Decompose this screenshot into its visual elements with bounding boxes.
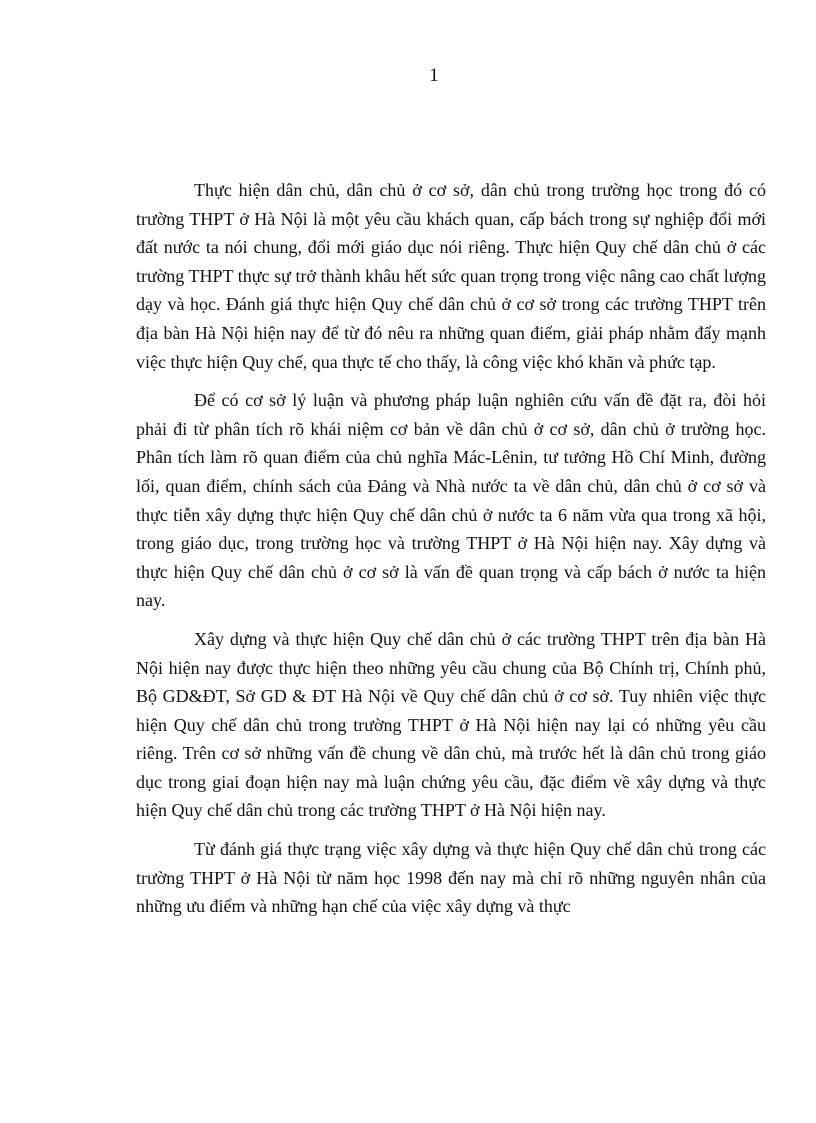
paragraph-1: Thực hiện dân chủ, dân chủ ở cơ sở, dân chủ trong trường học trong đó có trường THPT ở Hà Nội là một yêu cầu khách quan, cấp bách trong sự nghiệp đổi mới đất nước ta nói chung, đổi mới giáo dục nói riêng. Thực hiện Quy chế dân chủ ở các trường THPT thực sự trở thành khâu hết sức quan trọng trong việc nâng cao chất lượng dạy và học. Đánh giá thực hiện Quy chế dân chủ ở cơ sở trong các trường THPT trên địa bàn Hà Nội hiện nay để từ đó nêu ra những quan điểm, giải pháp nhằm đẩy mạnh việc thực hiện Quy chế, qua thực tế cho thấy, là công việc khó khăn và phức tạp. xyxy=(136,180,766,372)
paragraph-2: Để có cơ sở lý luận và phương pháp luận nghiên cứu vấn đề đặt ra, đòi hỏi phải đi từ phân tích rõ khái niệm cơ bản về dân chủ ở cơ sở, dân chủ ở trường học. Phân tích làm rõ quan điểm của chủ nghĩa Mác-Lênin, tư tưởng Hồ Chí Minh, đường lối, quan điểm, chính sách của Đảng và Nhà nước ta về dân chủ, dân chủ ở cơ sở và thực tiễn xây dựng thực hiện Quy chế dân chủ ở nước ta 6 năm vừa qua trong xã hội, trong giáo dục, trong trường học và trường THPT ở Hà Nội hiện nay. Xây dựng và thực hiện Quy chế dân chủ ở cơ sở là vấn đề quan trọng và cấp bách ở nước ta hiện nay. xyxy=(136,390,766,611)
page-number: 1 xyxy=(429,65,439,86)
paragraph-4: Từ đánh giá thực trạng việc xây dựng và thực hiện Quy chế dân chủ trong các trường THPT ở Hà Nội từ năm học 1998 đến nay mà chỉ rõ những nguyên nhân của những ưu điểm và những hạn chế của việc xây dựng và thực xyxy=(136,839,766,917)
document-body xyxy=(136,176,766,931)
paragraph-3: Xây dựng và thực hiện Quy chế dân chủ ở các trường THPT trên địa bàn Hà Nội hiện nay được thực hiện theo những yêu cầu chung của Bộ Chính trị, Chính phủ, Bộ GD&ĐT, Sở GD & ĐT Hà Nội về Quy chế dân chủ ở cơ sở. Tuy nhiên việc thực hiện Quy chế dân chủ trong trường THPT ở Hà Nội hiện nay lại có những yêu cầu riêng. Trên cơ sở những vấn đề chung về dân chủ, mà trước hết là dân chủ trong giáo dục trong giai đoạn hiện nay mà luận chứng yêu cầu, đặc điểm về xây dựng và thực hiện Quy chế dân chủ trong các trường THPT ở Hà Nội hiện nay. xyxy=(136,628,766,821)
